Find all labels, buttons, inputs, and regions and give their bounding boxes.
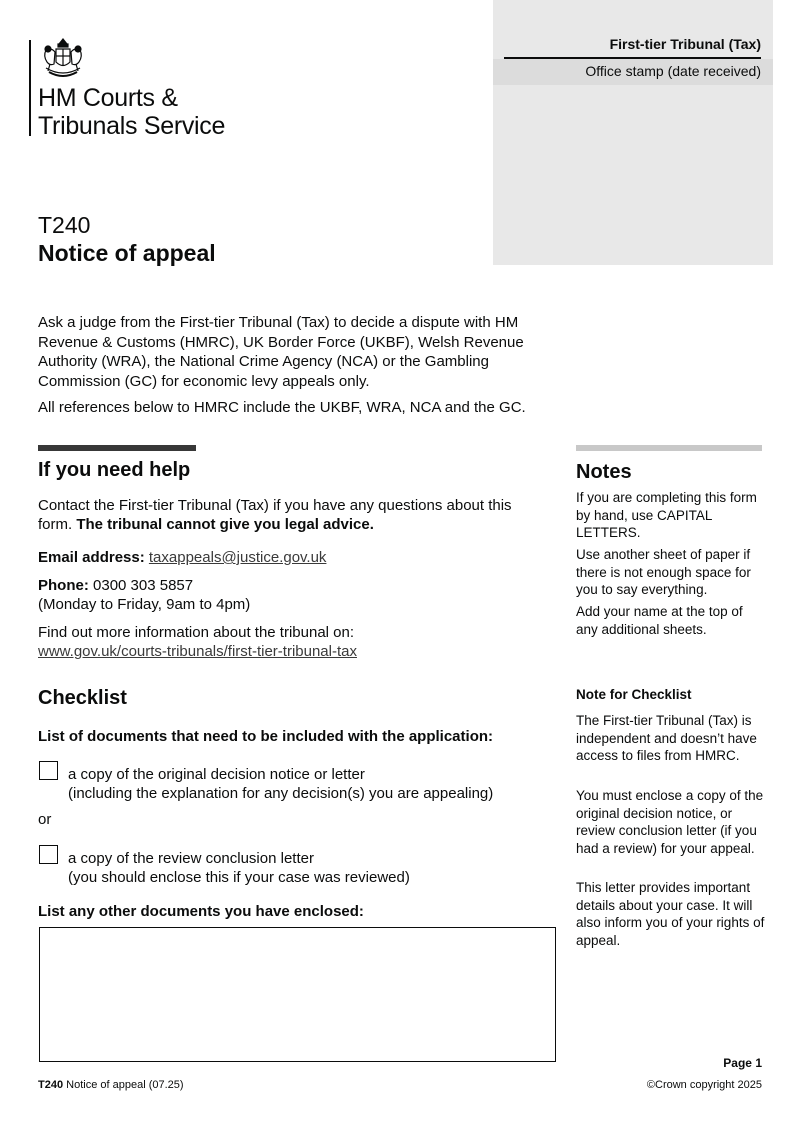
page-title: Notice of appeal (38, 240, 216, 266)
or-separator: or (38, 811, 52, 828)
checklist-note-heading: Note for Checklist (576, 687, 692, 702)
note-extra-paper: Use another sheet of paper if there is not enough space for you to say everything. (576, 547, 751, 597)
help-heading: If you need help (38, 459, 191, 481)
tribunal-website-link[interactable]: www.gov.uk/courts-tribunals/first-tier-tribunal-tax (38, 643, 357, 660)
other-documents-field[interactable] (39, 927, 556, 1062)
notes-heading: Notes (576, 461, 632, 483)
phone-number: 0300 303 5857 (93, 577, 194, 594)
email-line (38, 549, 326, 566)
royal-coat-of-arms-icon (40, 38, 86, 80)
checklist-note-independent: The First-tier Tribunal (Tax) is independent and doesn’t have access to files from HMRC. (576, 713, 757, 763)
intro-paragraph: Ask a judge from the First-tier Tribunal (Tax) to decide a dispute with HM Revenue & Customs (HMRC), UK Border Force (UKBF), Welsh Revenue Authority (WRA), the National Crime Agency (NCA) or the Gambling Commission (GC) for economic levy appeals only. (38, 314, 524, 390)
review-letter-label (68, 849, 410, 887)
checklist-note-enclose: You must enclose a copy of the original decision notice, or review conclusion letter (if you had a review) for your appeal. (576, 788, 764, 856)
footer-form-reference (38, 1079, 184, 1091)
review-letter-line2: (you should enclose this if your case was reviewed) (68, 869, 410, 886)
office-stamp-panel (493, 0, 773, 265)
phone-hours: (Monday to Friday, 9am to 4pm) (38, 596, 251, 613)
review-letter-checkbox[interactable] (39, 845, 58, 864)
checklist-note-details: This letter provides important details about your case. It will also inform you of your rights of appeal. (576, 880, 765, 948)
email-label: Email address: (38, 549, 145, 566)
footer-copyright: ©Crown copyright 2025 (646, 1079, 762, 1091)
email-link[interactable]: taxappeals@justice.gov.uk (148, 549, 327, 566)
stamp-label: Office stamp (date received) (585, 63, 761, 79)
note-capital-letters: If you are completing this form by hand, use CAPITAL LETTERS. (576, 490, 757, 540)
review-letter-line1: a copy of the review conclusion letter (68, 850, 314, 867)
organisation-name (38, 84, 225, 140)
notes-section-rule (576, 445, 762, 451)
org-name-line2: Tribunals Service (38, 112, 226, 140)
other-documents-label: List any other documents you have enclosed: (38, 903, 364, 920)
help-text (38, 496, 548, 534)
help-text-plain: Contact the First-tier Tribunal (Tax) if you have any questions about this form. (38, 497, 512, 533)
note-add-name: Add your name at the top of any additional sheets. (576, 604, 743, 637)
footer-form-code: T240 (38, 1079, 64, 1091)
find-more-text: Find out more information about the tribunal on: (38, 624, 355, 641)
phone-label: Phone: (38, 577, 89, 594)
form-code: T240 (38, 212, 91, 238)
logo-divider (29, 40, 31, 136)
page-number: Page 1 (723, 1056, 762, 1070)
checklist-subheading: List of documents that need to be included with the application: (38, 728, 494, 745)
decision-notice-checkbox[interactable] (39, 761, 58, 780)
footer-form-name: Notice of appeal (07.25) (63, 1079, 184, 1091)
intro-references: All references below to HMRC include the UKBF, WRA, NCA and the GC. (38, 399, 526, 416)
decision-notice-line1: a copy of the original decision notice or letter (68, 766, 365, 783)
help-section-rule (38, 445, 196, 451)
decision-notice-label (68, 765, 493, 803)
decision-notice-line2: (including the explanation for any decision(s) you are appealing) (68, 785, 494, 802)
org-name-line1: HM Courts & (38, 84, 178, 112)
find-more-block (38, 623, 357, 661)
phone-block (38, 576, 250, 614)
stamp-title: First-tier Tribunal (Tax) (609, 36, 761, 52)
checklist-heading: Checklist (38, 687, 127, 709)
help-text-warning: The tribunal cannot give you legal advice. (76, 516, 374, 533)
